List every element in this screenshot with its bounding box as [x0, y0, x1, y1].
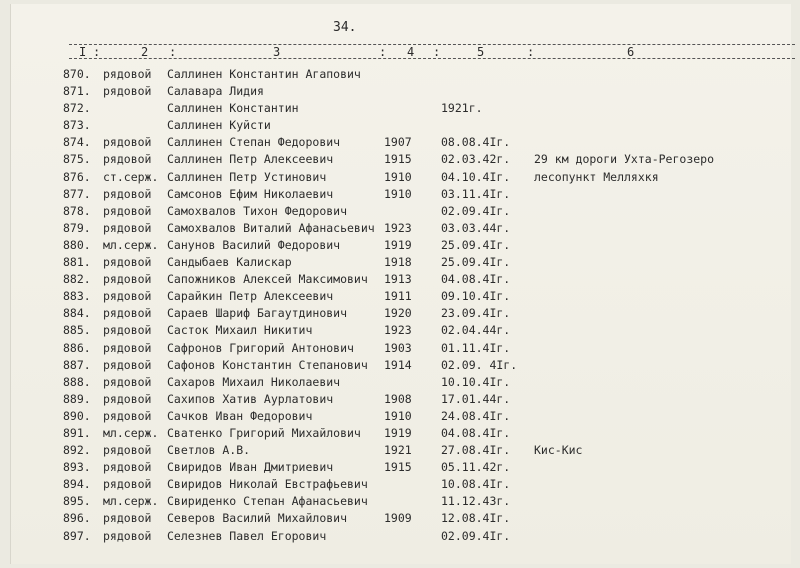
row-name: Северов Василий Михайлович	[167, 511, 348, 526]
row-birth-year: 1923	[384, 220, 412, 235]
row-name: Самсонов Ефим Николаевич	[167, 186, 334, 201]
table-row	[11, 134, 791, 151]
table-row	[11, 476, 791, 493]
row-birth-year: 1911	[384, 289, 412, 304]
row-rank: рядовой	[103, 511, 152, 526]
header-col-5: 5	[477, 45, 485, 59]
table-row	[11, 151, 791, 168]
row-number: 890.	[63, 408, 91, 423]
row-number: 882.	[63, 272, 91, 287]
row-birth-year: 1919	[384, 425, 412, 440]
table-row	[11, 100, 791, 117]
row-date: 10.10.4Iг.	[441, 374, 511, 389]
row-rank: рядовой	[103, 408, 152, 423]
table-row	[11, 425, 791, 442]
row-number: 870.	[63, 67, 91, 81]
table-row	[11, 459, 791, 476]
document-page	[10, 4, 791, 564]
row-birth-year: 1914	[384, 357, 412, 372]
row-date: 23.09.4Iг.	[441, 306, 511, 321]
row-date: 04.08.4Iг.	[441, 425, 511, 440]
row-date: 17.01.44г.	[441, 391, 511, 406]
row-number: 876.	[63, 169, 91, 184]
row-date: 27.08.4Iг.	[441, 443, 511, 458]
header-col-3: 3	[273, 45, 281, 59]
row-name: Саллинен Степан Федорович	[167, 135, 341, 150]
table-row	[11, 408, 791, 425]
row-birth-year: 1908	[384, 391, 412, 406]
row-birth-year: 1910	[384, 408, 412, 423]
row-name: Саллинен Константин	[167, 101, 299, 116]
row-name: Сафронов Григорий Антонович	[167, 340, 354, 355]
row-name: Састок Михаил Никитич	[167, 323, 313, 338]
row-rank: рядовой	[103, 306, 152, 321]
row-date: 24.08.4Iг.	[441, 408, 511, 423]
row-number: 888.	[63, 374, 91, 389]
row-number: 897.	[63, 528, 91, 543]
row-birth-year: 1921	[384, 443, 412, 458]
row-number: 895.	[63, 494, 91, 509]
row-name: Светлов А.В.	[167, 443, 251, 458]
table-row	[11, 117, 791, 134]
row-date: 25.09.4Iг.	[441, 237, 511, 252]
row-name: Самохвалов Тихон Федорович	[167, 203, 348, 218]
row-date: 02.09.4Iг.	[441, 203, 511, 218]
table-row	[11, 220, 791, 237]
row-rank: мл.серж.	[103, 237, 159, 252]
row-number: 889.	[63, 391, 91, 406]
row-number: 896.	[63, 511, 91, 526]
table-row	[11, 322, 791, 339]
table-row	[11, 305, 791, 322]
row-rank: рядовой	[103, 135, 152, 150]
table-row	[11, 510, 791, 527]
row-rank: рядовой	[103, 477, 152, 492]
row-date: 09.10.4Iг.	[441, 289, 511, 304]
row-date: 05.11.42г.	[441, 460, 511, 475]
row-name: Сандыбаев Калискар	[167, 255, 292, 270]
row-rank: рядовой	[103, 289, 152, 304]
row-birth-year: 1909	[384, 511, 412, 526]
table-row	[11, 83, 791, 100]
row-number: 887.	[63, 357, 91, 372]
row-date: 08.08.4Iг.	[441, 135, 511, 150]
table-row	[11, 391, 791, 408]
row-number: 880.	[63, 237, 91, 252]
table-row	[11, 374, 791, 391]
table-row	[11, 493, 791, 510]
table-row	[11, 186, 791, 203]
row-number: 872.	[63, 101, 91, 116]
row-number: 871.	[63, 84, 91, 99]
table-row	[11, 203, 791, 220]
row-date: 10.08.4Iг.	[441, 477, 511, 492]
row-name: Свиридов Николай Евстрафьевич	[167, 477, 368, 492]
row-rank: рядовой	[103, 84, 152, 99]
row-birth-year: 1913	[384, 272, 412, 287]
row-date: 02.04.44г.	[441, 323, 511, 338]
row-name: Сараев Шариф Багаутдинович	[167, 306, 348, 321]
table-body	[11, 66, 791, 545]
row-name: Санунов Василий Федорович	[167, 237, 341, 252]
row-name: Сафонов Константин Степанович	[167, 357, 368, 372]
row-number: 873.	[63, 118, 91, 133]
header-col-2: 2	[141, 45, 149, 59]
row-date: 1921г.	[441, 101, 483, 116]
row-date: 04.10.4Iг.	[441, 169, 511, 184]
row-rank: рядовой	[103, 203, 152, 218]
row-number: 885.	[63, 323, 91, 338]
table-row	[11, 442, 791, 459]
row-date: 11.12.43г.	[441, 494, 511, 509]
row-number: 879.	[63, 220, 91, 235]
row-name: Сахаров Михаил Николаевич	[167, 374, 341, 389]
row-name: Салавара Лидия	[167, 84, 264, 99]
row-number: 894.	[63, 477, 91, 492]
table-row	[11, 271, 791, 288]
row-birth-year: 1910	[384, 186, 412, 201]
row-number: 893.	[63, 460, 91, 475]
row-rank: рядовой	[103, 443, 152, 458]
row-rank: рядовой	[103, 67, 152, 81]
table-row	[11, 66, 791, 83]
row-date: 12.08.4Iг.	[441, 511, 511, 526]
row-name: Сватенко Григорий Михайлович	[167, 425, 361, 440]
row-rank: рядовой	[103, 323, 152, 338]
row-note: Кис-Кис	[534, 443, 583, 458]
row-date: 25.09.4Iг.	[441, 255, 511, 270]
row-birth-year: 1910	[384, 169, 412, 184]
table-header: I : 2 : 3 : 4 : 5 : 6	[69, 44, 795, 62]
header-rule-bottom	[69, 58, 795, 59]
row-rank: рядовой	[103, 391, 152, 406]
row-birth-year: 1920	[384, 306, 412, 321]
row-number: 886.	[63, 340, 91, 355]
row-note: лесопункт Мелляхкя	[534, 169, 659, 184]
row-birth-year: 1923	[384, 323, 412, 338]
row-number: 891.	[63, 425, 91, 440]
page-number: 34.	[333, 20, 357, 35]
row-name: Саллинен Константин Агапович	[167, 67, 361, 81]
row-rank: мл.серж.	[103, 494, 159, 509]
row-rank: рядовой	[103, 460, 152, 475]
row-name: Сапожников Алексей Максимович	[167, 272, 368, 287]
row-number: 883.	[63, 289, 91, 304]
header-col-1: I	[79, 45, 87, 59]
row-birth-year: 1915	[384, 460, 412, 475]
row-number: 881.	[63, 255, 91, 270]
row-number: 884.	[63, 306, 91, 321]
row-rank: рядовой	[103, 152, 152, 167]
row-name: Свиридов Иван Дмитриевич	[167, 460, 334, 475]
row-rank: мл.серж.	[103, 425, 159, 440]
row-number: 878.	[63, 203, 91, 218]
table-row	[11, 340, 791, 357]
row-date: 02.03.42г.	[441, 152, 511, 167]
row-number: 892.	[63, 443, 91, 458]
row-name: Сарайкин Петр Алексеевич	[167, 289, 334, 304]
row-name: Саллинен Куйсти	[167, 118, 271, 133]
row-date: 02.09. 4Iг.	[441, 357, 518, 372]
row-number: 875.	[63, 152, 91, 167]
row-rank: рядовой	[103, 357, 152, 372]
row-name: Сахипов Хатив Аурлатович	[167, 391, 334, 406]
row-date: 03.03.44г.	[441, 220, 511, 235]
row-number: 877.	[63, 186, 91, 201]
row-date: 03.11.4Iг.	[441, 186, 511, 201]
row-rank: рядовой	[103, 374, 152, 389]
row-rank: рядовой	[103, 340, 152, 355]
row-date: 02.09.4Iг.	[441, 528, 511, 543]
table-row	[11, 254, 791, 271]
row-birth-year: 1918	[384, 255, 412, 270]
table-row	[11, 169, 791, 186]
row-rank: ст.серж.	[103, 169, 159, 184]
table-row	[11, 288, 791, 305]
row-rank: рядовой	[103, 186, 152, 201]
header-rule-top	[69, 44, 795, 45]
row-rank: рядовой	[103, 255, 152, 270]
row-name: Саллинен Петр Устинович	[167, 169, 327, 184]
row-rank: рядовой	[103, 272, 152, 287]
row-note: 29 км дороги Ухта-Регозеро	[534, 152, 715, 167]
row-number: 874.	[63, 135, 91, 150]
row-name: Сачков Иван Федорович	[167, 408, 313, 423]
row-birth-year: 1907	[384, 135, 412, 150]
table-row	[11, 528, 791, 545]
row-name: Самохвалов Виталий Афанасьевич	[167, 220, 375, 235]
row-rank: рядовой	[103, 220, 152, 235]
header-col-4: 4	[407, 45, 415, 59]
row-date: 04.08.4Iг.	[441, 272, 511, 287]
row-date: 01.11.4Iг.	[441, 340, 511, 355]
table-row	[11, 237, 791, 254]
header-col-6: 6	[627, 45, 635, 59]
row-birth-year: 1903	[384, 340, 412, 355]
row-name: Саллинен Петр Алексеевич	[167, 152, 334, 167]
row-name: Селезнев Павел Егорович	[167, 528, 327, 543]
table-row	[11, 357, 791, 374]
row-birth-year: 1919	[384, 237, 412, 252]
row-name: Свириденко Степан Афанасьевич	[167, 494, 368, 509]
row-rank: рядовой	[103, 528, 152, 543]
row-birth-year: 1915	[384, 152, 412, 167]
